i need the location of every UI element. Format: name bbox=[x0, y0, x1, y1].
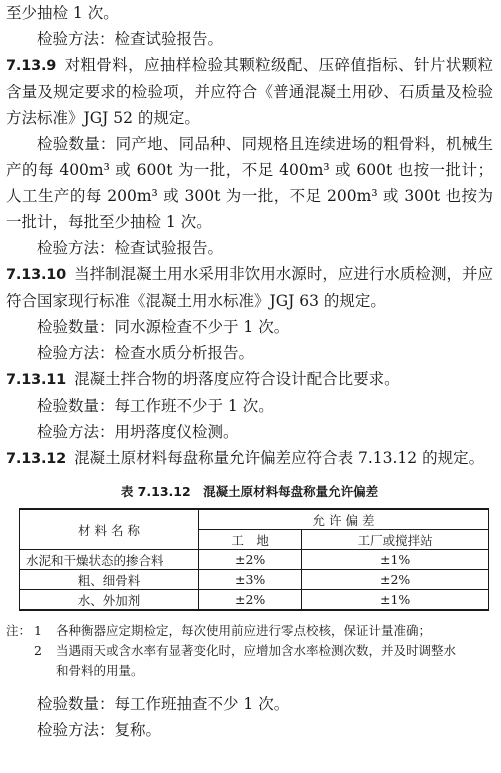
cell-material: 粗、细骨料 bbox=[20, 570, 199, 590]
inspection-method: 检验方法：复称。 bbox=[37, 721, 162, 739]
cell-material: 水泥和干燥状态的掺合料 bbox=[20, 550, 199, 570]
cell-site: ±3% bbox=[199, 570, 302, 590]
header-material: 材 料 名 称 bbox=[20, 509, 199, 550]
note-number: 2 bbox=[34, 643, 42, 658]
note-continuation: 和骨料的用量。 bbox=[56, 663, 144, 678]
tolerance-table bbox=[19, 508, 489, 611]
note-text: 当遇雨天或含水率有显著变化时，应增加含水率检测次数，并及时调整水 bbox=[56, 643, 457, 658]
table-row bbox=[20, 590, 489, 611]
table-row bbox=[20, 550, 489, 570]
clause-number: 7.13.11 bbox=[6, 372, 67, 388]
header-tolerance: 允 许 偏 差 bbox=[199, 509, 489, 530]
table-title: 表 7.13.12 混凝土原材料每盘称量允许偏差 bbox=[120, 484, 379, 499]
table-row bbox=[20, 570, 489, 590]
clause-text: 当拌制混凝土用水采用非饮用水源时，应进行水质检测，并应符合国家现行标准《混凝土用水标准》JGJ 63 的规定。 bbox=[6, 265, 493, 310]
clause-7-13-10 bbox=[6, 261, 493, 314]
inspection-quantity: 检验数量：同产地、同品种、同规格且连续进场的粗骨料，机械生产的每 400m³ 或 600t 为一批，不足 400m³ 或 600t 也按一批计；人工生产的每 200m³ 或 300t 为一批，不足 200m³ 或 300t 也按为一批计，每批至少抽检 1 次。 bbox=[6, 135, 493, 231]
inspection-method: 检验方法：用坍落度仪检测。 bbox=[37, 423, 239, 441]
cell-plant: ±1% bbox=[302, 590, 489, 611]
cell-plant: ±2% bbox=[302, 570, 489, 590]
clause-number: 7.13.9 bbox=[6, 58, 57, 74]
note-number: 1 bbox=[34, 623, 42, 638]
final-inspection bbox=[6, 691, 493, 743]
clause-text: 对粗骨料，应抽样检验其颗粒级配、压碎值指标、针片状颗粒含量及规定要求的检验项，并应符合《普通混凝土用砂、石质量及检验方法标准》JGJ 52 的规定。 bbox=[6, 56, 493, 127]
header-site: 工 地 bbox=[199, 530, 302, 550]
clause-number: 7.13.12 bbox=[6, 451, 67, 467]
clause-7-13-9 bbox=[6, 52, 493, 131]
cell-material: 水、外加剂 bbox=[20, 590, 199, 611]
cell-site: ±2% bbox=[199, 590, 302, 611]
inspection-method: 检验方法：检查水质分析报告。 bbox=[37, 344, 255, 362]
continued-text: 至少抽检 1 次。 bbox=[6, 4, 119, 22]
clause-7-13-12 bbox=[6, 445, 493, 472]
note-item bbox=[6, 621, 493, 641]
note-text: 各种衡器应定期检定，每次使用前应进行零点校核，保证计量准确； bbox=[56, 623, 432, 638]
clause-text: 混凝土原材料每盘称量允许偏差应符合表 7.13.12 的规定。 bbox=[74, 449, 485, 467]
note-item bbox=[6, 641, 493, 661]
clause-7-13-11 bbox=[6, 366, 493, 393]
inspection-method: 检验方法：检查试验报告。 bbox=[37, 30, 224, 48]
header-plant: 工厂或搅拌站 bbox=[302, 530, 489, 550]
inspection-quantity: 检验数量：每工作班不少于 1 次。 bbox=[37, 397, 274, 415]
inspection-quantity: 检验数量：同水源检查不少于 1 次。 bbox=[37, 318, 290, 336]
table-notes bbox=[6, 621, 493, 681]
clause-number: 7.13.10 bbox=[6, 267, 67, 283]
cell-plant: ±1% bbox=[302, 550, 489, 570]
inspection-quantity: 检验数量：每工作班抽查不少 1 次。 bbox=[37, 695, 290, 713]
clause-text: 混凝土拌合物的坍落度应符合设计配合比要求。 bbox=[74, 370, 400, 388]
inspection-method: 检验方法：检查试验报告。 bbox=[37, 239, 224, 257]
note-prefix: 注： bbox=[6, 623, 32, 638]
cell-site: ±2% bbox=[199, 550, 302, 570]
